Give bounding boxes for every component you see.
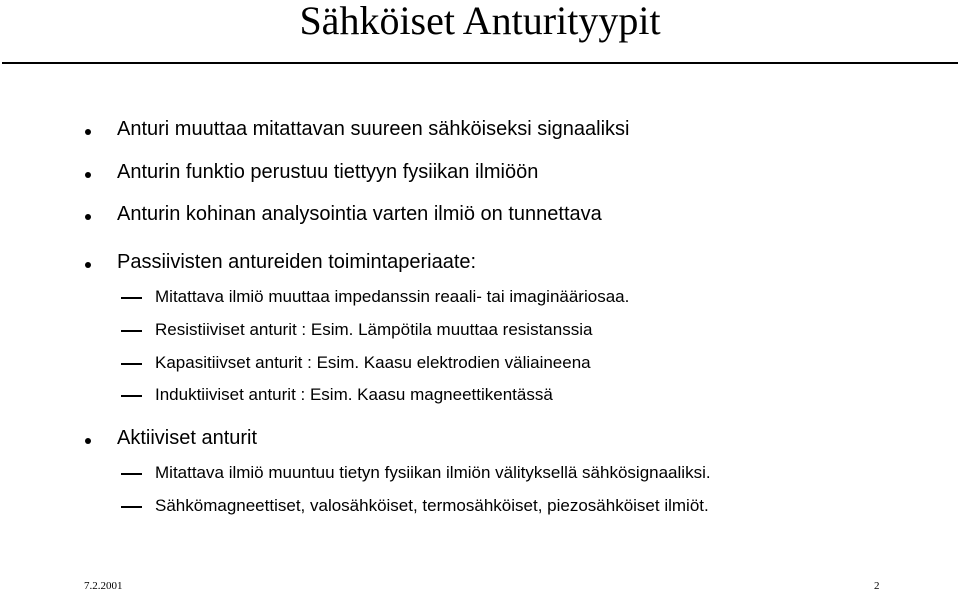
bullet-dot-icon (85, 214, 91, 220)
sub-bullet-item: Resistiiviset anturit : Esim. Lämpötila muuttaa resistanssia (155, 320, 593, 339)
sub-bullet-item: Mitattava ilmiö muuntuu tietyn fysiikan ilmiön välityksellä sähkösignaaliksi. (155, 463, 711, 482)
sub-bullet-item: Mitattava ilmiö muuttaa impedanssin reaali- tai imaginääriosaa. (155, 287, 630, 306)
bullet-item: Anturi muuttaa mitattavan suureen sähköiseksi signaaliksi (117, 118, 630, 140)
slide-title: Sähköiset Anturityypit (299, 0, 661, 43)
dash-bullet-icon (121, 473, 142, 475)
sub-bullet-item: Induktiiviset anturit : Esim. Kaasu magneettikentässä (155, 385, 553, 404)
title-divider (2, 62, 958, 64)
bullet-item: Passiivisten antureiden toimintaperiaate: (117, 251, 477, 273)
bullet-dot-icon (85, 438, 91, 444)
bullet-dot-icon (85, 262, 91, 268)
bullet-dot-icon (85, 172, 91, 178)
footer-date: 7.2.2001 (84, 580, 123, 592)
sub-bullet-item: Kapasitiivset anturit : Esim. Kaasu elektrodien väliaineena (155, 353, 591, 372)
dash-bullet-icon (121, 330, 142, 332)
bullet-item: Anturin funktio perustuu tiettyyn fysiikan ilmiöön (117, 161, 539, 183)
bullet-item: Aktiiviset anturit (117, 427, 258, 449)
dash-bullet-icon (121, 395, 142, 397)
dash-bullet-icon (121, 506, 142, 508)
page-number: 2 (874, 580, 880, 592)
sub-bullet-item: Sähkömagneettiset, valosähköiset, termosähköiset, piezosähköiset ilmiöt. (155, 496, 709, 515)
bullet-item: Anturin kohinan analysointia varten ilmiö on tunnettava (117, 203, 602, 225)
bullet-dot-icon (85, 129, 91, 135)
dash-bullet-icon (121, 297, 142, 299)
dash-bullet-icon (121, 363, 142, 365)
